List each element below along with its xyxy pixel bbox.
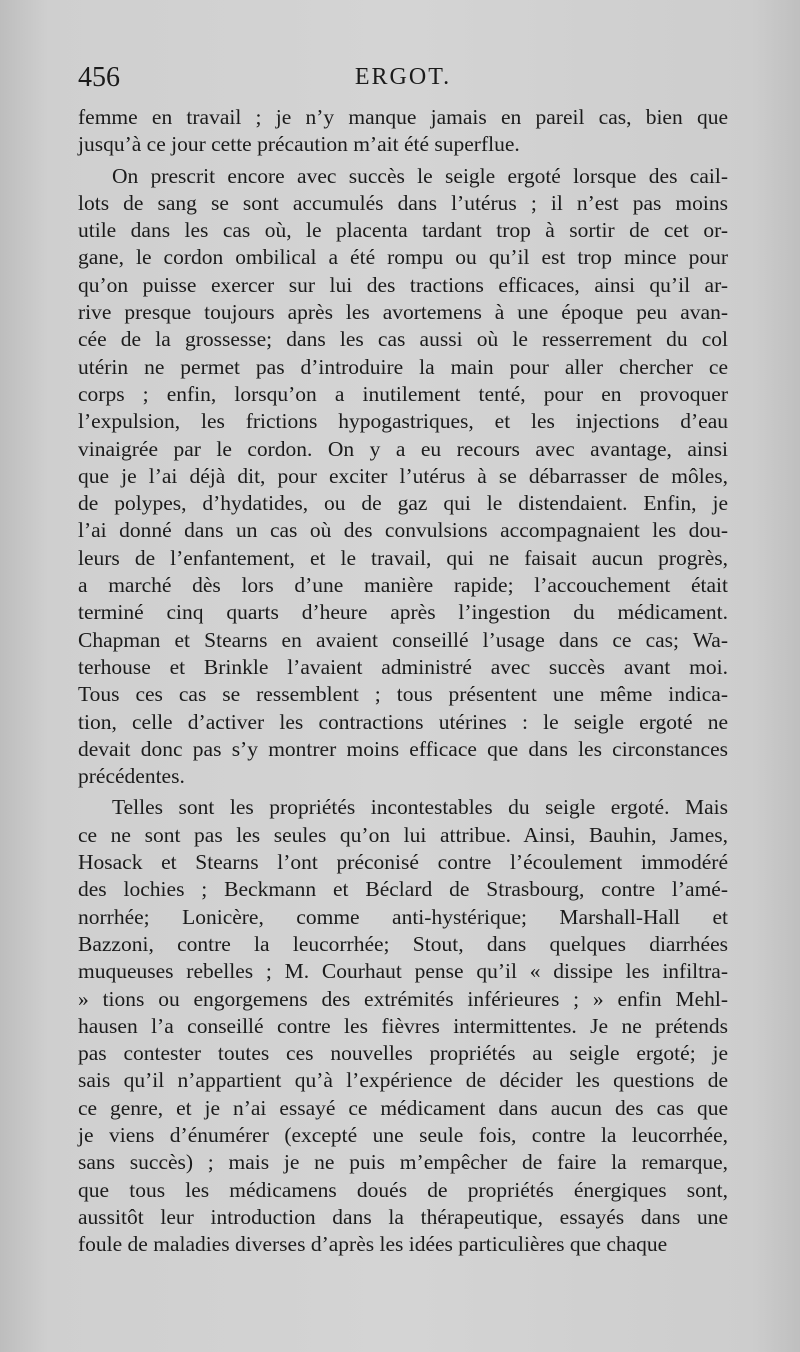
text-line: utérin ne permet pas d’introduire la main pour aller chercher ce <box>78 354 728 379</box>
text-line: ce genre, et je n’ai essayé ce médicament dans aucun des cas que <box>78 1095 728 1120</box>
text-line: Chapman et Stearns en avaient conseillé l’usage dans ce cas; Wa- <box>78 627 728 652</box>
text-line: tion, celle d’activer les contractions utérines : le seigle ergoté ne <box>78 709 728 734</box>
text-line: a marché dès lors d’une manière rapide; l’accouchement était <box>78 573 728 598</box>
text-line: On prescrit encore avec succès le seigle ergoté lorsque des cail- <box>112 163 728 188</box>
text-line: qu’on puisse exercer sur lui des tractions efficaces, ainsi qu’il ar- <box>78 272 728 297</box>
text-line: Tous ces cas se ressemblent ; tous présentent une même indica- <box>78 682 728 707</box>
text-line: de polypes, d’hydatides, ou de gaz qui le distendaient. Enfin, je <box>78 491 728 516</box>
text-line: leurs de l’enfantement, et le travail, qui ne faisait aucun progrès, <box>78 545 728 570</box>
page-number: 456 <box>78 62 120 93</box>
text-line: vinaigrée par le cordon. On y a eu recours avec avantage, ainsi <box>78 436 728 461</box>
paragraph <box>78 163 728 791</box>
text-line: terhouse et Brinkle l’avaient administré avec succès avant moi. <box>78 654 728 679</box>
text-line: femme en travail ; je n’y manque jamais en pareil cas, bien que <box>78 105 728 129</box>
text-line: que je l’ai déjà dit, pour exciter l’utérus à se débarrasser de môles, <box>78 463 728 488</box>
text-line: Hosack et Stearns l’ont préconisé contre l’écoulement immodéré <box>78 850 728 875</box>
text-line: que tous les médicamens doués de propriétés énergiques sont, <box>78 1177 728 1202</box>
text-line: utile dans les cas où, le placenta tardant trop à sortir de cet or- <box>78 218 728 243</box>
text-line: des lochies ; Beckmann et Béclard de Strasbourg, contre l’amé- <box>78 877 728 902</box>
text-line: Bazzoni, contre la leucorrhée; Stout, dans quelques diarrhées <box>78 931 728 956</box>
text-line: hausen l’a conseillé contre les fièvres intermittentes. Je ne prétends <box>78 1013 728 1038</box>
text-line: ce ne sont pas les seules qu’on lui attribue. Ainsi, Bauhin, James, <box>78 822 728 847</box>
text-line: aussitôt leur introduction dans la thérapeutique, essayés dans une <box>78 1204 728 1229</box>
text-line: rive presque toujours après les avortemens à une époque peu avan- <box>78 300 728 325</box>
text-line: foule de maladies diverses d’après les idées particulières que chaque <box>78 1232 668 1257</box>
text-line: sais qu’il n’appartient qu’à l’expérience de décider les questions de <box>78 1068 728 1093</box>
page-header <box>78 62 728 102</box>
text-line: » tions ou engorgemens des extrémités inférieures ; » enfin Mehl- <box>78 986 728 1011</box>
paragraph <box>78 104 728 159</box>
text-line: l’ai donné dans un cas où des convulsions accompagnaient les dou- <box>78 518 728 543</box>
text-line: jusqu’à ce jour cette précaution m’ait été superflue. <box>78 132 520 157</box>
text-line: muqueuses rebelles ; M. Courhaut pense qu’il « dissipe les infiltra- <box>78 959 728 984</box>
running-title: ERGOT. <box>354 64 452 90</box>
text-line: sans succès) ; mais je ne puis m’empêcher de faire la remarque, <box>78 1150 728 1175</box>
text-line: norrhée; Lonicère, comme anti-hystérique; Marshall-Hall et <box>78 904 728 929</box>
body-text <box>78 104 728 1258</box>
text-line: je viens d’énumérer (excepté une seule fois, contre la leucorrhée, <box>78 1122 728 1147</box>
text-line: lots de sang se sont accumulés dans l’utérus ; il n’est pas moins <box>78 190 728 215</box>
text-line: précédentes. <box>78 764 185 789</box>
text-line: Telles sont les propriétés incontestables du seigle ergoté. Mais <box>112 795 728 820</box>
text-line: terminé cinq quarts d’heure après l’ingestion du médicament. <box>78 600 728 625</box>
text-line: corps ; enfin, lorsqu’on a inutilement tenté, pour en provoquer <box>78 381 728 406</box>
text-line: gane, le cordon ombilical a été rompu ou qu’il est trop mince pour <box>78 245 728 270</box>
paragraph <box>78 794 728 1258</box>
text-line: pas contester toutes ces nouvelles propriétés au seigle ergoté; je <box>78 1041 728 1066</box>
text-line: cée de la grossesse; dans les cas aussi où le resserrement du col <box>78 327 728 352</box>
text-line: devait donc pas s’y montrer moins efficace que dans les circonstances <box>78 736 728 761</box>
text-line: l’expulsion, les frictions hypogastriques, et les injections d’eau <box>78 409 728 434</box>
